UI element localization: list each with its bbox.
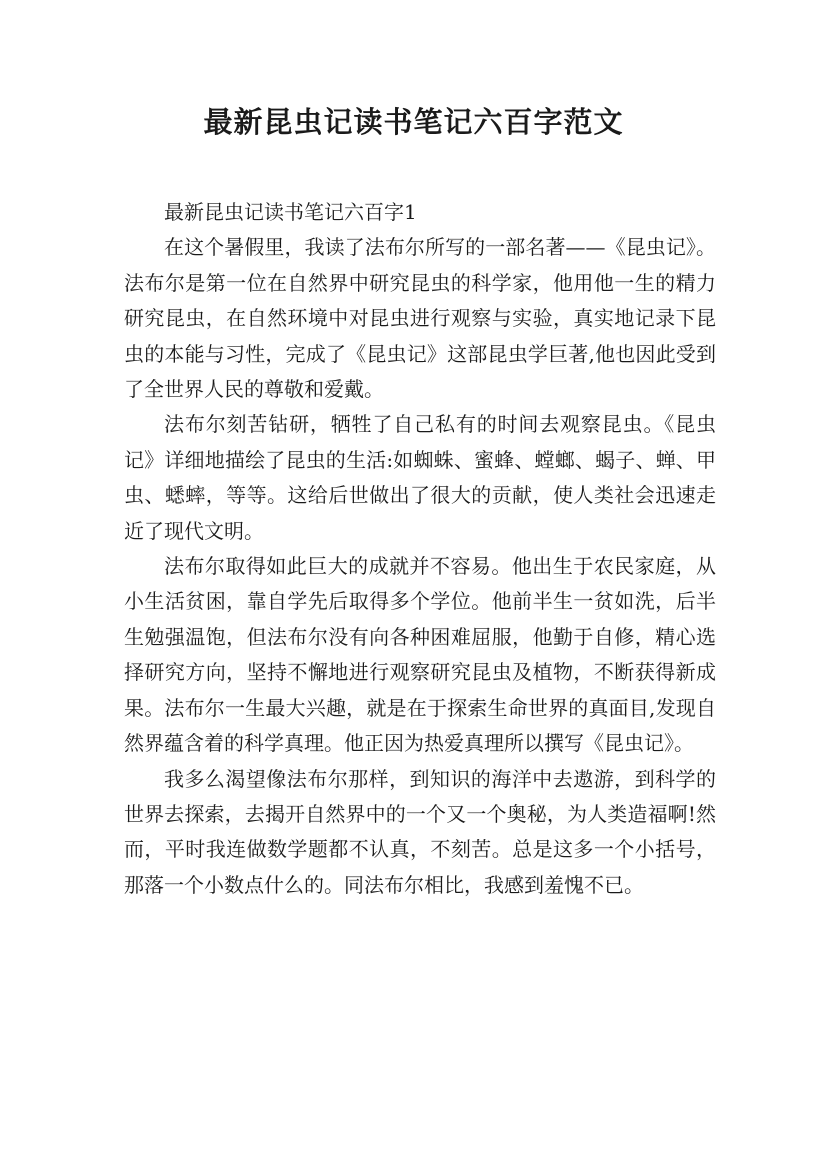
paragraph: 我多么渴望像法布尔那样，到知识的海洋中去遨游，到科学的世界去探索，去揭开自然界中的一个又一个奥秘，为人类造福啊!然而，平时我连做数学题都不认真，不刻苦。总是这多一个小括号，那落一个小数点什么的。同法布尔相比，我感到羞愧不已。	[124, 766, 716, 897]
paragraph: 法布尔刻苦钻研，牺牲了自己私有的时间去观察昆虫。《昆虫记》详细地描绘了昆虫的生活:如蜘蛛、蜜蜂、螳螂、蝎子、蝉、甲虫、蟋蟀，等等。这给后世做出了很大的贡献，使人类社会迅速走近了现代文明。	[124, 412, 716, 543]
paragraph: 法布尔取得如此巨大的成就并不容易。他出生于农民家庭，从小生活贫困，靠自学先后取得多个学位。他前半生一贫如洗，后半生勉强温饱，但法布尔没有向各种困难屈服，他勤于自修，精心选择研究方向，坚持不懈地进行观察研究昆虫及植物，不断获得新成果。法布尔一生最大兴趣，就是在于探索生命世界的真面目,发现自然界蕴含着的科学真理。他正因为热爱真理所以撰写《昆虫记》。	[124, 554, 716, 756]
section-heading: 最新昆虫记读书笔记六百字1	[164, 200, 417, 224]
document-body	[124, 195, 716, 903]
document-title: 最新昆虫记读书笔记六百字范文	[203, 105, 624, 139]
paragraph: 在这个暑假里，我读了法布尔所写的一部名著——《昆虫记》。法布尔是第一位在自然界中研究昆虫的科学家，他用他一生的精力研究昆虫，在自然环境中对昆虫进行观察与实验，真实地记录下昆虫的本能与习性，完成了《昆虫记》这部昆虫学巨著,他也因此受到了全世界人民的尊敬和爱戴。	[124, 235, 716, 402]
